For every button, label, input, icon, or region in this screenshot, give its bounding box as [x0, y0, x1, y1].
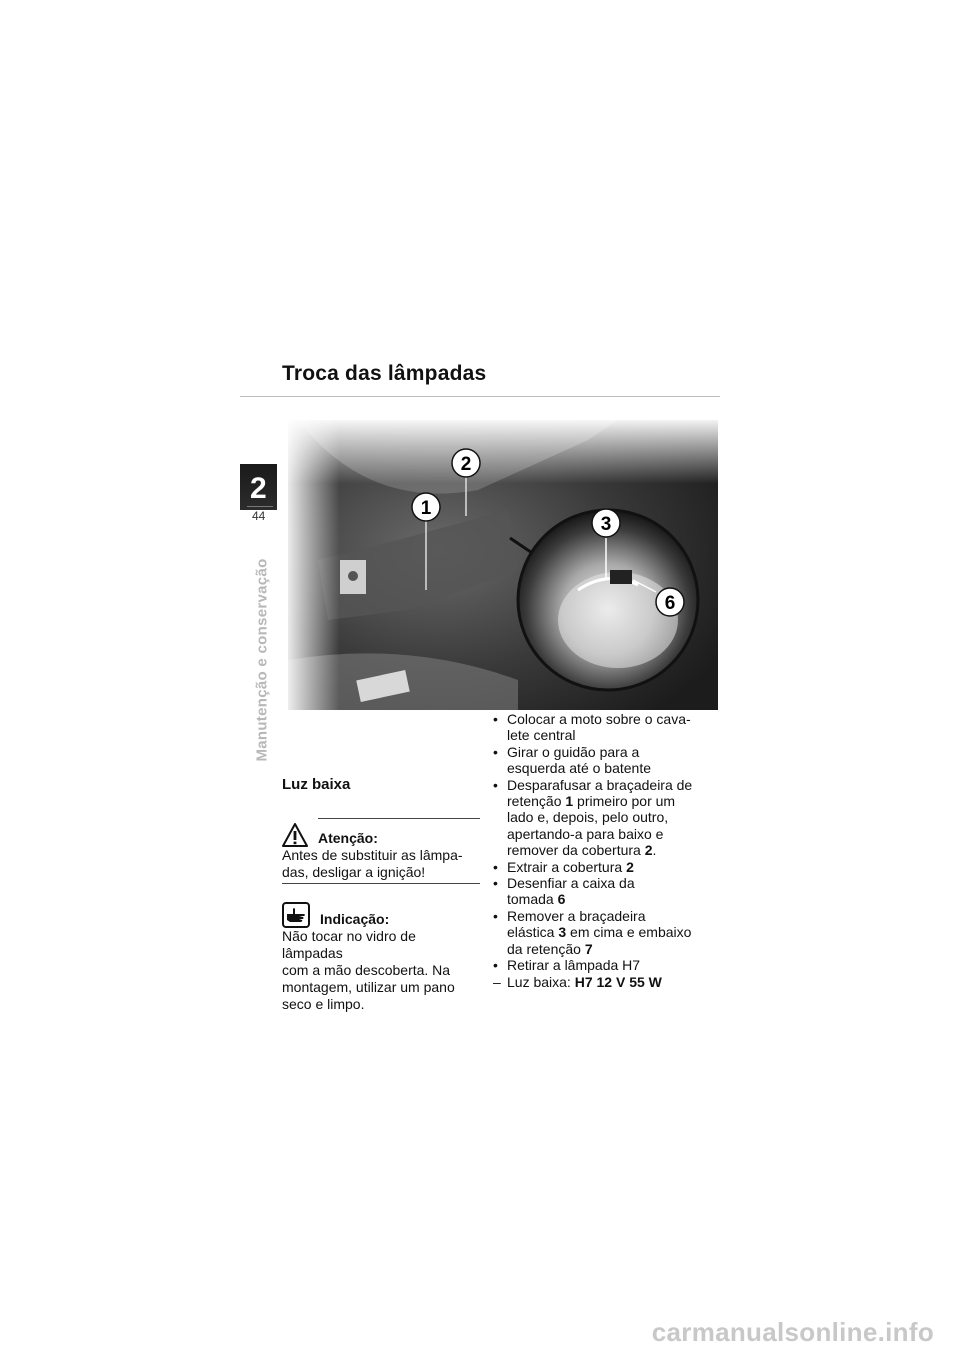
step-line: • Girar o guidão para a — [507, 743, 640, 760]
step-line — [507, 941, 703, 957]
step-line — [507, 924, 703, 940]
step-line — [507, 793, 703, 809]
title-divider — [240, 396, 720, 397]
note-line: Não tocar no vidro de lâmpadas — [282, 928, 416, 961]
step-line: lado e, depois, pelo outro, — [507, 809, 669, 826]
step-line: • Remover a braçadeira — [507, 907, 646, 924]
note-text — [282, 928, 480, 1013]
step-item — [493, 859, 703, 875]
section-side-label: Manutenção e conservação — [253, 558, 271, 762]
step-line: apertando-a para baixo e — [507, 825, 664, 842]
note-line: com a mão descoberta. Na — [282, 962, 451, 978]
headlight-photo — [288, 420, 718, 710]
step-line: lete central — [507, 727, 576, 744]
note-line: seco e limpo. — [282, 996, 365, 1012]
spec-item — [493, 974, 703, 990]
note-label: Indicação: — [320, 911, 390, 927]
warning-icon — [282, 823, 308, 847]
step-line — [507, 891, 703, 907]
part-ref: 2 — [626, 858, 634, 875]
step-text: tomada — [507, 891, 558, 908]
callout-3: 3 — [600, 514, 612, 535]
warning-label: Atenção: — [318, 830, 378, 846]
part-ref: 6 — [557, 891, 566, 908]
step-line: • Colocar a moto sobre o cava- — [507, 711, 691, 727]
step-text: retenção — [507, 793, 566, 810]
note-line: montagem, utilizar um pano — [282, 979, 455, 995]
step-item — [493, 908, 703, 957]
step-line: esquerda até o batente — [507, 760, 652, 777]
page-title: Troca das lâmpadas — [282, 362, 487, 385]
chapter-number: 2 — [250, 472, 267, 505]
step-text: Retirar a lâmpada H7 — [507, 957, 641, 974]
note-box — [282, 900, 480, 1013]
warning-bottom-rule — [282, 883, 480, 884]
step-text: primeiro por um — [573, 793, 676, 810]
callout-2: 2 — [460, 454, 472, 475]
part-ref: 3 — [558, 924, 567, 941]
step-text: da retenção — [507, 940, 585, 957]
warning-line: das, desligar a ignição! — [282, 864, 426, 880]
step-text: Extrair a cobertura — [507, 858, 627, 875]
step-item — [493, 957, 703, 973]
chapter-divider — [247, 506, 273, 507]
part-ref: 2 — [644, 842, 653, 859]
section-heading: Luz baixa — [282, 776, 351, 793]
step-item — [493, 711, 703, 744]
step-line — [507, 842, 703, 858]
step-line: • Desparafusar a braçadeira de — [507, 776, 693, 793]
note-hand-icon — [282, 902, 310, 928]
watermark-link[interactable]: carmanualsonline.info — [651, 1317, 934, 1347]
step-text: remover da cobertura — [507, 842, 645, 859]
step-item — [493, 744, 703, 777]
part-ref: 1 — [565, 793, 574, 810]
step-text: em cima e embaixo — [566, 924, 692, 941]
warning-text — [282, 847, 480, 881]
step-item — [493, 777, 703, 859]
step-text: elástica — [507, 924, 559, 941]
step-item — [493, 875, 703, 908]
spec-label: Luz baixa: — [507, 973, 575, 990]
warning-box — [282, 818, 480, 884]
procedure-steps — [493, 711, 703, 990]
page-number: 44 — [252, 509, 266, 523]
part-ref: 7 — [584, 940, 593, 957]
step-text: . — [652, 842, 657, 859]
bulb-spec: H7 12 V 55 W — [574, 973, 662, 990]
step-line: • Desenfiar a caixa da — [507, 875, 635, 892]
callout-6: 6 — [664, 593, 676, 614]
callout-1: 1 — [420, 498, 432, 519]
warning-line: Antes de substituir as lâmpa- — [282, 847, 463, 863]
